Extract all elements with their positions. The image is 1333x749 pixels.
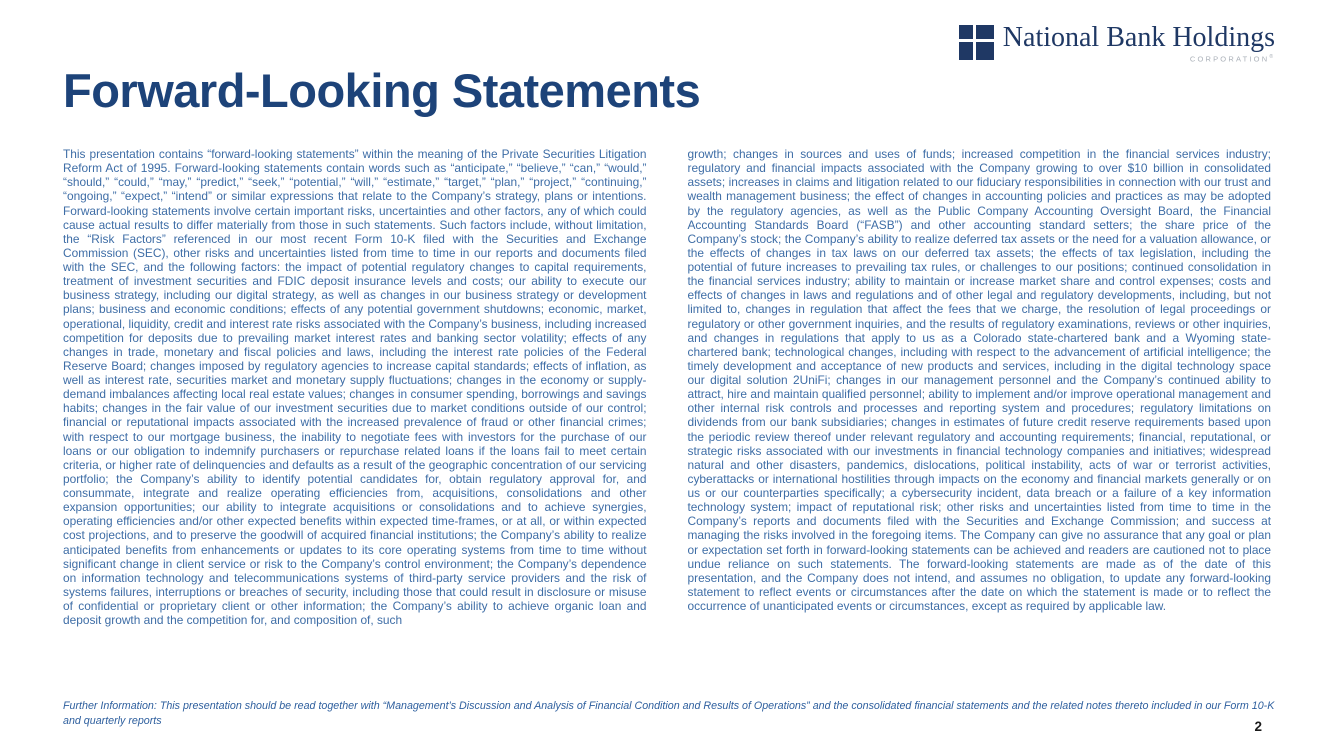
disclaimer-column-right: growth; changes in sources and uses of funds; increased competition in the financial services industry; regulatory and financial impacts associated with the Company growing to over $10 billion in consolidated assets; increases in claims and litigation related to our fiduciary responsibilities in connection with our trust and wealth management business; the effect of changes in accounting policies and practices as may be adopted by the regulatory agencies, as well as the Public Company Accounting Oversight Board, the Financial Accounting Standards Board (“FASB”) and other accounting standard setters; the share price of the Company’s stock; the Company’s ability to realize deferred tax assets or the need for a valuation allowance, or the effects of changes in tax laws on our deferred tax assets; the effects of tax legislation, including the potential of future increases to prevailing tax rules, or challenges to our positions; continued consolidation in the financial services industry; ability to maintain or increase market share and control expenses; costs and effects of changes in laws and regulations and of other legal and regulatory developments, including, but not limited to, changes in regulation that affect the fees that we charge, the resolution of legal proceedings or regulatory or other government inquiries, and the results of regulatory examinations, reviews or other inquiries, and changes in regulations that apply to us as a Colorado state-chartered bank and a Wyoming state-chartered bank; technological changes, including with respect to the advancement of artificial intelligence; the timely development and acceptance of new products and services, including in the digital technology space our digital solution 2UniFi; changes in our management personnel and the Company’s continued ability to attract, hire and maintain qualified personnel; ability to implement and/or improve operational management and other internal risk controls and processes and reporting system and procedures; regulatory limitations on dividends from our bank subsidiaries; changes in estimates of future credit reserve requirements based upon the periodic review thereof under relevant regulatory and accounting requirements; financial, reputational, or strategic risks associated with our investments in financial technology companies and initiatives; widespread natural and other disasters, pandemics, dislocations, political instability, acts of war or terrorist activities, cyberattacks or international hostilities through impacts on the economy and financial markets generally or on us or our counterparties specifically; a cybersecurity incident, data breach or a failure of a key information technology system; impact of reputational risk; other risks and uncertainties listed from time to time in the Company’s reports and documents filed with the Securities and Exchange Commission; and success at managing the risks involved in the foregoing items. The Company can give no assurance that any goal or plan or expectation set forth in forward-looking statements can be achieved and readers are cautioned not to place undue reliance on such statements. The forward-looking statements are made as of the date of this presentation, and the Company does not intend, and assumes no obligation, to update any forward-looking statement to reflect events or circumstances after the date on which the statement is made or to reflect the occurrence of unanticipated events or circumstances, except as required by applicable law. bbox=[687, 147, 1271, 613]
disclaimer-column-left: This presentation contains “forward-looking statements” within the meaning of the Private Securities Litigation Reform Act of 1995. Forward-looking statements contain words such as “anticipate,” “believe,” “can,” “would,” “should,” “could,” “may,” “predict,” “seek,” “potential,” “will,” “estimate,” “target,” “plan,” “project,” “continuing,” “ongoing,” “expect,” “intend” or similar expressions that relate to the Company’s strategy, plans or intentions. Forward-looking statements involve certain important risks, uncertainties and other factors, any of which could cause actual results to differ materially from those in such statements. Such factors include, without limitation, the “Risk Factors” referenced in our most recent Form 10-K filed with the Securities and Exchange Commission (SEC), other risks and uncertainties listed from time to time in our reports and documents filed with the SEC, and the following factors: the impact of potential regulatory changes to capital requirements, treatment of investment securities and FDIC deposit insurance levels and costs; our ability to execute our business strategy, including our digital strategy, as well as changes in our business strategy or development plans; business and economic conditions; effects of any potential government shutdowns; economic, market, operational, liquidity, credit and interest rate risks associated with the Company’s business, including increased competition for deposits due to prevailing market interest rates and banking sector volatility; effects of any changes in trade, monetary and fiscal policies and laws, including the interest rate policies of the Federal Reserve Board; changes imposed by regulatory agencies to increase capital standards; effects of inflation, as well as interest rate, securities market and monetary supply fluctuations; changes in the economy or supply-demand imbalances affecting local real estate values; changes in consumer spending, borrowings and savings habits; changes in the fair value of our investment securities due to market conditions outside of our control; financial or reputational impacts associated with the increased prevalence of fraud or other financial crimes; with respect to our mortgage business, the inability to negotiate fees with investors for the purchase of our loans or our obligation to indemnify purchasers or repurchase related loans if the loans fail to meet certain criteria, or higher rate of delinquencies and defaults as a result of the geographic concentration of our servicing portfolio; the Company’s ability to identify potential candidates for, obtain regulatory approval for, and consummate, integrate and realize operating efficiencies from, acquisitions, consolidations and other expansion opportunities; our ability to integrate acquisitions or consolidations and to achieve synergies, operating efficiencies and/or other expected benefits within expected time-frames, or at all, or within expected cost projections, and to preserve the goodwill of acquired financial institutions; the Company’s ability to realize anticipated benefits from enhancements or updates to its core operating systems from time to time without significant change in client service or risk to the Company’s control environment; the Company’s dependence on information technology and telecommunications systems of third-party service providers and the risk of systems failures, interruptions or breaches of security, including those that could result in disclosure or misuse of confidential or proprietary client or other information; the Company’s ability to achieve organic loan and deposit growth and the competition for, and composition of, such bbox=[63, 147, 647, 628]
footer-note: Further Information: This presentation should be read together with “Management’s Discussion and Analysis of Financial Condition and Results of Operations” and the consolidated financial statements and the related notes thereto included in our Form 10-K and quarterly reports bbox=[63, 700, 1275, 727]
logo-corporation-label bbox=[1003, 54, 1273, 64]
page-number: 2 bbox=[1254, 719, 1262, 734]
logo-squares-icon bbox=[959, 25, 994, 60]
registered-trademark-mark: ® bbox=[1269, 54, 1273, 60]
logo-corporation-text: CORPORATION bbox=[1189, 54, 1270, 64]
page-title: Forward-Looking Statements bbox=[63, 64, 701, 117]
disclaimer-body bbox=[63, 147, 1271, 627]
logo-square bbox=[976, 25, 994, 39]
logo-square bbox=[959, 42, 973, 60]
logo-square bbox=[959, 25, 973, 39]
logo-wordmark: National Bank Holdings bbox=[1002, 22, 1275, 53]
logo-square bbox=[976, 42, 994, 60]
logo-text bbox=[1003, 23, 1275, 64]
company-logo bbox=[959, 23, 1275, 64]
